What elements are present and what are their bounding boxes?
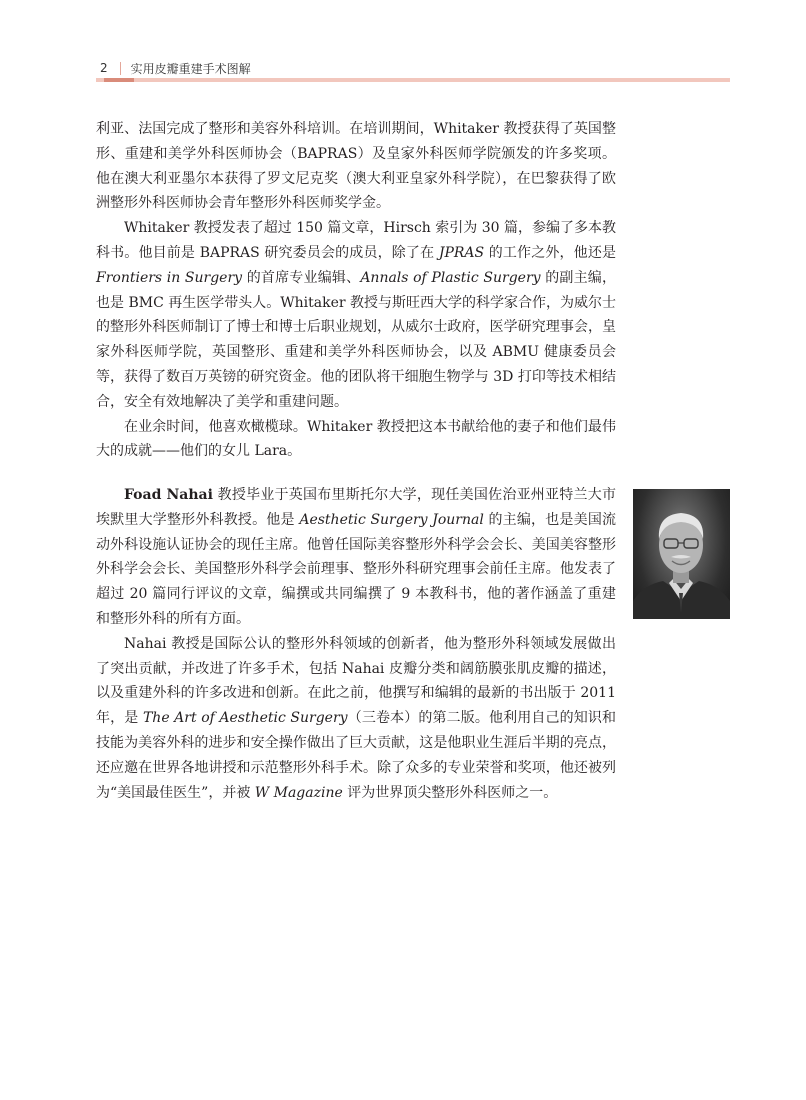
whitaker-paragraph-1: 利亚、法国完成了整形和美容外科培训。在培训期间，Whitaker 教授获得了英国整形、重建和美学外科医师协会（BAPRAS）及皇家外科医师学院颁发的许多奖项。他在澳大利亚墨尔本获得了罗文尼克奖（澳大利亚皇家外科学院），在巴黎获得了欧洲整形外科医师协会青年整形外科医师奖学金。 [96, 121, 616, 212]
nahai-portrait-photo [633, 489, 730, 619]
header-separator [120, 62, 121, 75]
nahai-bio [96, 483, 616, 805]
header-rule [96, 78, 730, 82]
whitaker-bio [96, 117, 616, 464]
whitaker-paragraph-2: Whitaker 教授发表了超过 150 篇文章，Hirsch 索引为 30 篇，参编了多本教科书。他目前是 BAPRAS 研究委员会的成员，除了在 JPRAS 的工作之外，他还是 Frontiers in Surgery 的首席专业编辑、Annals of Plastic Surgery 的副主编，也是 BMC 再生医学带头人。Whitaker 教授与斯旺西大学的科学家合作，为威尔士的整形外科医师制订了博士和博士后职业规划，从威尔士政府，医学研究理事会，皇家外科医师学院，英国整形、重建和美学外科医师协会，以及 ABMU 健康委员会等，获得了数百万英镑的研究资金。他的团队将干细胞生物学与 3D 打印等技术相结合，安全有效地解决了美学和重建问题。 [96, 220, 617, 410]
book-title: 实用皮瓣重建手术图解 [130, 61, 251, 76]
nahai-paragraph-1: Foad Nahai 教授毕业于英国布里斯托尔大学，现任美国佐治亚州亚特兰大市埃默里大学整形外科教授。他是 Aesthetic Surgery Journal 的主编，也是美国流动外科设施认证协会的现任主席。他曾任国际美容整形外科学会会长、美国美容整形外科学会会长、美国整形外科学会前理事、整形外科研究理事会前任主席。他发表了超过 20 篇同行评议的文章，编撰或共同编撰了 9 本教科书，他的著作涵盖了重建和整形外科的所有方面。 [96, 487, 617, 627]
header-rule-accent [104, 78, 134, 82]
nahai-name: Foad Nahai [124, 487, 213, 503]
page-number: 2 [100, 61, 108, 75]
whitaker-paragraph-3: 在业余时间，他喜欢橄榄球。Whitaker 教授把这本书献给他的妻子和他们最伟大的成就——他们的女儿 Lara。 [96, 418, 616, 460]
portrait-illustration [633, 489, 730, 619]
running-head [100, 60, 251, 76]
nahai-paragraph-2: Nahai 教授是国际公认的整形外科领域的创新者，他为整形外科领域发展做出了突出贡献，并改进了许多手术，包括 Nahai 皮瓣分类和阔筋膜张肌皮瓣的描述，以及重建外科的许多改进和创新。在此之前，他撰写和编辑的最新的书出版于 2011 年，是 The Art of Aesthetic Surgery（三卷本）的第二版。他利用自己的知识和技能为美容外科的进步和安全操作做出了巨大贡献，这是他职业生涯后半期的亮点，还应邀在世界各地讲授和示范整形外科手术。除了众多的专业荣誉和奖项，他还被列为“美国最佳医生”，并被 W Magazine 评为世界顶尖整形外科医师之一。 [96, 635, 616, 801]
